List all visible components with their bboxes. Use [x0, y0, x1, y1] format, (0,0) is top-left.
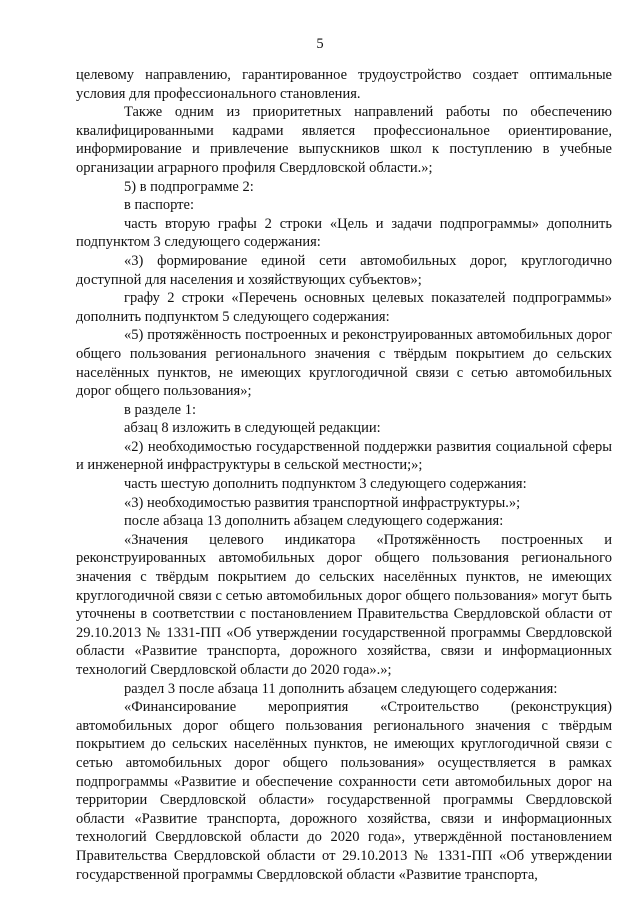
paragraph-in-section-1: в разделе 1:	[124, 401, 197, 418]
paragraph-after-abzac-13: после абзаца 13 дополнить абзацем следующего содержания:	[124, 513, 504, 530]
paragraph-financing: «Финансирование мероприятия «Строительство (реконструкция) автомобильных дорог общего пользования регионального значения с твёрдым покрытием до сельских населённых пунктов, не имеющих круглогодичной связи с сетью автомобильных дорог общего пользования» осуществляется в рамках подпрограммы «Развитие и обеспечение сохранности сети автомобильных дорог на территории Свердловской области» государственной программы Свердловской области «Развитие транспорта, дорожного хозяйства, связи и информационных технологий Свердловской области до 2020 года», утверждённой постановлением Правительства Свердловской области от 29.10.2013 № 1331-ПП «Об утверждении государственной программы Свердловской области «Развитие транспорта,	[76, 699, 612, 883]
paragraph-section-3-amendment: раздел 3 после абзаца 11 дополнить абзацем следующего содержания:	[124, 680, 558, 697]
paragraph-item-3-road-network: «3) формирование единой сети автомобильных дорог, круглогодично доступной для населения и хозяйствующих субъектов»;	[76, 252, 612, 288]
page-number: 5	[316, 36, 324, 52]
document-body	[76, 66, 612, 884]
paragraph-in-passport: в паспорте:	[124, 197, 194, 214]
paragraph-item-5-road-length: «5) протяжённость построенных и реконструированных автомобильных дорог общего пользования регионального значения с твёрдым покрытием до сельских населённых пунктов, не имеющих круглогодичной связи с сетью автомобильных дорог общего пользования»;	[76, 327, 612, 400]
paragraph-abzac-8: абзац 8 изложить в следующей редакции:	[124, 420, 381, 437]
paragraph-item-2-social-sphere: «2) необходимостью государственной поддержки развития социальной сферы и инженерной инфраструктуры в сельской местности;»;	[76, 438, 612, 474]
paragraph-part-6-amendment: часть шестую дополнить подпунктом 3 следующего содержания:	[124, 476, 527, 493]
paragraph-indicator-values: «Значения целевого индикатора «Протяжённость построенных и реконструированных автомобильных дорог общего пользования регионального значения с твёрдым покрытием до сельских населённых пунктов, не имеющих круглогодичной связи с сетью автомобильных дорог общего пользования» могут быть уточнены в соответствии с постановлением Правительства Свердловской области от 29.10.2013 № 1331-ПП «Об утверждении государственной программы Свердловской области «Развитие транспорта, дорожного хозяйства, связи и информационных технологий Свердловской области до 2020 года».»;	[76, 531, 612, 678]
paragraph-subprogram-2: 5) в подпрограмме 2:	[124, 178, 254, 195]
paragraph-continuation: целевому направлению, гарантированное трудоустройство создает оптимальные условия для профессионального становления.	[76, 67, 612, 102]
paragraph-goal-amendment: часть вторую графы 2 строки «Цель и задачи подпрограммы» дополнить подпунктом 3 следующего содержания:	[76, 215, 612, 251]
paragraph-vocational-orientation: Также одним из приоритетных направлений работы по обеспечению квалифицированными кадрами является профессиональное ориентирование, информирование и привлечение выпускников школ к поступлению в учебные организации аграрного профиля Свердловской области.»;	[76, 104, 612, 176]
paragraph-indicators-amendment: графу 2 строки «Перечень основных целевых показателей подпрограммы» дополнить подпунктом 5 следующего содержания:	[76, 290, 612, 325]
paragraph-item-3-transport: «3) необходимостью развития транспортной инфраструктуры.»;	[124, 494, 521, 511]
